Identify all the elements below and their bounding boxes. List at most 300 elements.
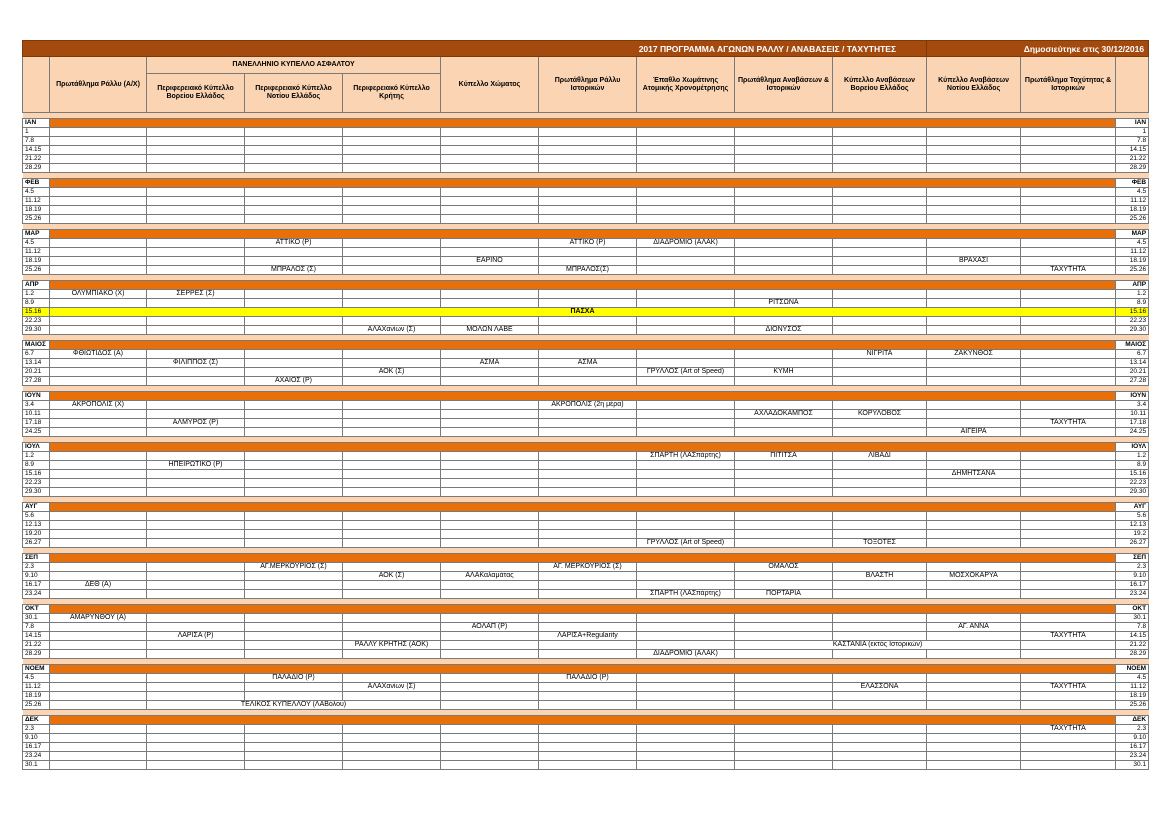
- event-cell: [927, 488, 1021, 497]
- event-cell: [539, 197, 637, 206]
- event-cell: [343, 743, 441, 752]
- date-left: 3.4: [23, 401, 50, 410]
- page-title: 2017 ΠΡΟΓΡΑΜΜΑ ΑΓΩΝΩΝ ΡΑΛΛΥ / ΑΝΑΒΑΣΕΙΣ / ΤΑΧΥΤΗΤΕΣ: [23, 41, 927, 57]
- date-right: 25.26: [1116, 266, 1149, 275]
- date-right: 21.22: [1116, 641, 1149, 650]
- week-row: [23, 614, 1149, 623]
- event-cell: [735, 650, 833, 659]
- event-cell: [50, 563, 147, 572]
- week-row: [23, 488, 1149, 497]
- event-cell: [539, 692, 637, 701]
- date-right: 15.16: [1116, 470, 1149, 479]
- event-cell: [833, 563, 927, 572]
- event-cell: [1021, 248, 1116, 257]
- event-cell: [833, 479, 927, 488]
- event-cell: [245, 743, 343, 752]
- week-row: [23, 377, 1149, 386]
- event-cell: [50, 734, 147, 743]
- event-cell: [735, 521, 833, 530]
- event-cell: ΤΑΧΥΤΗΤΑ: [1021, 725, 1116, 734]
- event-cell: ΑΛΑΚαλαμάτας: [441, 572, 539, 581]
- event-cell: [50, 299, 147, 308]
- event-cell: [735, 479, 833, 488]
- event-cell: [147, 452, 245, 461]
- event-cell: [343, 539, 441, 548]
- event-cell: [927, 188, 1021, 197]
- event-cell: [735, 137, 833, 146]
- date-left: 1.2: [23, 452, 50, 461]
- event-cell: [637, 266, 735, 275]
- event-cell: [50, 359, 147, 368]
- week-row: [23, 623, 1149, 632]
- event-cell: [637, 734, 735, 743]
- event-cell: [637, 692, 735, 701]
- event-cell: [735, 761, 833, 770]
- event-cell: [50, 326, 147, 335]
- event-cell: [833, 368, 927, 377]
- event-cell: ΑΓ. ΑΝΝΑ: [927, 623, 1021, 632]
- event-cell: [147, 563, 245, 572]
- event-cell: [637, 512, 735, 521]
- event-cell: [441, 743, 539, 752]
- week-row: [23, 674, 1149, 683]
- event-cell: [245, 290, 343, 299]
- date-left: 24.25: [23, 428, 50, 437]
- event-cell: [833, 257, 927, 266]
- event-cell: [637, 470, 735, 479]
- event-cell: [637, 257, 735, 266]
- event-cell: [441, 539, 539, 548]
- event-cell: [245, 248, 343, 257]
- event-cell: [927, 410, 1021, 419]
- event-cell: [927, 674, 1021, 683]
- event-cell: [637, 632, 735, 641]
- event-cell: [637, 614, 735, 623]
- event-cell: [637, 419, 735, 428]
- event-cell: [539, 248, 637, 257]
- event-cell: ΠΑΛΑΔΙΟ (Ρ): [539, 674, 637, 683]
- date-left: 9.10: [23, 572, 50, 581]
- event-cell: [147, 743, 245, 752]
- event-cell: [1021, 650, 1116, 659]
- event-cell: [927, 734, 1021, 743]
- month-band: [50, 341, 1116, 350]
- date-right: 18.19: [1116, 257, 1149, 266]
- event-cell: [1021, 623, 1116, 632]
- event-cell: [927, 359, 1021, 368]
- date-right: 30.1: [1116, 614, 1149, 623]
- event-cell: [147, 674, 245, 683]
- date-right: 7.8: [1116, 137, 1149, 146]
- event-cell: [1021, 581, 1116, 590]
- event-cell: [927, 614, 1021, 623]
- event-cell: [147, 521, 245, 530]
- week-row: [23, 188, 1149, 197]
- event-cell: [245, 452, 343, 461]
- event-cell: [1021, 128, 1116, 137]
- event-cell: [50, 632, 147, 641]
- event-cell: [1021, 350, 1116, 359]
- event-cell: [539, 683, 637, 692]
- event-cell: [441, 683, 539, 692]
- event-cell: [147, 428, 245, 437]
- event-cell: [245, 197, 343, 206]
- event-cell: [735, 206, 833, 215]
- date-right: 11.12: [1116, 248, 1149, 257]
- event-cell: [245, 734, 343, 743]
- event-cell: [245, 326, 343, 335]
- date-left: 13.14: [23, 359, 50, 368]
- date-left: 7.8: [23, 623, 50, 632]
- event-cell: [441, 164, 539, 173]
- date-left: 25.26: [23, 701, 50, 710]
- event-cell: [1021, 188, 1116, 197]
- event-cell: ΑΤΤΙΚΟ (Ρ): [539, 239, 637, 248]
- month-row: [23, 443, 1149, 452]
- event-cell: [147, 248, 245, 257]
- event-cell: [833, 470, 927, 479]
- date-right: 15.16: [1116, 308, 1149, 317]
- event-cell: [50, 419, 147, 428]
- event-cell: [735, 683, 833, 692]
- month-row: [23, 341, 1149, 350]
- event-cell: [343, 461, 441, 470]
- week-row: [23, 479, 1149, 488]
- event-cell: [1021, 590, 1116, 599]
- event-cell: ΜΠΡΑΛΟΣ(Σ): [539, 266, 637, 275]
- event-cell: [927, 521, 1021, 530]
- event-cell: [1021, 743, 1116, 752]
- event-cell: [50, 215, 147, 224]
- event-cell: [343, 359, 441, 368]
- date-right: 25.26: [1116, 215, 1149, 224]
- event-cell: [833, 401, 927, 410]
- event-cell: [50, 368, 147, 377]
- event-cell: [147, 317, 245, 326]
- date-right: 29.30: [1116, 488, 1149, 497]
- month-row: [23, 281, 1149, 290]
- event-cell: [343, 164, 441, 173]
- event-cell: ΑΣΜΑ: [539, 359, 637, 368]
- event-cell: [147, 734, 245, 743]
- event-cell: [50, 206, 147, 215]
- event-cell: [539, 623, 637, 632]
- month-row: [23, 665, 1149, 674]
- title-row: [23, 41, 1149, 57]
- month-band: [50, 392, 1116, 401]
- event-cell: [833, 743, 927, 752]
- event-cell: [343, 512, 441, 521]
- date-right: 3.4: [1116, 401, 1149, 410]
- event-cell: [735, 350, 833, 359]
- event-cell: [441, 419, 539, 428]
- event-cell: ΖΑΚΥΝΘΟΣ: [927, 350, 1021, 359]
- event-cell: [50, 197, 147, 206]
- event-cell: [343, 266, 441, 275]
- date-right: 11.12: [1116, 683, 1149, 692]
- date-left: 16.17: [23, 743, 50, 752]
- event-cell: [147, 470, 245, 479]
- event-cell: ΜΟΛΩΝ ΛΑΒΕ: [441, 326, 539, 335]
- event-cell: [1021, 521, 1116, 530]
- event-cell: [1021, 299, 1116, 308]
- event-cell: [539, 650, 637, 659]
- event-cell: [539, 539, 637, 548]
- event-cell: [245, 692, 343, 701]
- event-cell: [735, 146, 833, 155]
- event-cell: [1021, 206, 1116, 215]
- event-cell: [735, 623, 833, 632]
- event-cell: [343, 470, 441, 479]
- event-cell: [1021, 701, 1116, 710]
- event-cell: [927, 530, 1021, 539]
- event-cell: [927, 743, 1021, 752]
- event-cell: ΡΙΤΣΩΝΑ: [735, 299, 833, 308]
- month-label-left: ΜΑΙΟΣ: [23, 341, 50, 350]
- week-row: [23, 521, 1149, 530]
- event-cell: [637, 128, 735, 137]
- event-cell: [1021, 641, 1116, 650]
- week-row: [23, 650, 1149, 659]
- event-cell: [637, 410, 735, 419]
- week-row: [23, 752, 1149, 761]
- date-right: 17.18: [1116, 419, 1149, 428]
- event-cell: [927, 146, 1021, 155]
- date-right: 8.9: [1116, 461, 1149, 470]
- week-row: [23, 299, 1149, 308]
- event-cell: [147, 572, 245, 581]
- event-cell: ΣΕΡΡΕΣ (Σ): [147, 290, 245, 299]
- date-left: 4.5: [23, 239, 50, 248]
- event-cell: [50, 488, 147, 497]
- event-cell: [1021, 239, 1116, 248]
- event-cell: ΜΟΣΧΟΚΑΡΥΑ: [927, 572, 1021, 581]
- column-header-0: Πρωτάθλημα Ράλλυ (Α/Χ): [50, 57, 147, 113]
- week-row: [23, 137, 1149, 146]
- event-cell: [147, 590, 245, 599]
- event-cell: [539, 452, 637, 461]
- event-cell: [927, 419, 1021, 428]
- date-left: 23.24: [23, 752, 50, 761]
- event-cell: [343, 428, 441, 437]
- event-cell: ΟΛΥΜΠΙΑΚΟ (Χ): [50, 290, 147, 299]
- event-cell: [343, 206, 441, 215]
- event-cell: [441, 590, 539, 599]
- event-cell: [343, 752, 441, 761]
- event-cell: [343, 614, 441, 623]
- month-row: [23, 605, 1149, 614]
- event-cell: [50, 128, 147, 137]
- event-cell: [343, 761, 441, 770]
- date-right: 9.10: [1116, 572, 1149, 581]
- event-cell: [927, 752, 1021, 761]
- month-row: [23, 230, 1149, 239]
- event-cell: [147, 539, 245, 548]
- month-band: [50, 230, 1116, 239]
- event-cell: [1021, 470, 1116, 479]
- event-cell: ΒΛΑΣΤΗ: [833, 572, 927, 581]
- column-header-5: Πρωτάθλημα Ράλλυ Ιστορικών: [539, 57, 637, 113]
- event-cell: [735, 632, 833, 641]
- date-left: 18.19: [23, 692, 50, 701]
- event-cell: [343, 488, 441, 497]
- event-cell: [637, 299, 735, 308]
- event-cell: [539, 479, 637, 488]
- week-row: [23, 248, 1149, 257]
- week-row: [23, 326, 1149, 335]
- event-cell: [245, 650, 343, 659]
- week-row: [23, 146, 1149, 155]
- event-cell: [441, 317, 539, 326]
- event-cell: [539, 428, 637, 437]
- event-cell: [833, 725, 927, 734]
- event-cell: [147, 401, 245, 410]
- event-cell: [441, 530, 539, 539]
- month-row: [23, 179, 1149, 188]
- event-cell: [735, 614, 833, 623]
- month-label-right: ΣΕΠ: [1116, 554, 1149, 563]
- event-cell: [735, 359, 833, 368]
- event-cell: [539, 155, 637, 164]
- event-cell: [441, 752, 539, 761]
- event-cell: [637, 521, 735, 530]
- date-right: 26.27: [1116, 539, 1149, 548]
- date-right: 2.3: [1116, 725, 1149, 734]
- event-cell: ΑΤΤΙΚΟ (Ρ): [245, 239, 343, 248]
- event-cell: [147, 692, 245, 701]
- schedule-body: [23, 41, 1149, 770]
- event-cell: ΑΛΑΧανίων (Σ): [343, 326, 441, 335]
- event-cell: [927, 299, 1021, 308]
- event-cell: [1021, 326, 1116, 335]
- month-label-right: ΜΑΙΟΣ: [1116, 341, 1149, 350]
- event-cell: [637, 428, 735, 437]
- event-cell: [245, 137, 343, 146]
- date-left: 23.24: [23, 590, 50, 599]
- date-left: 27.28: [23, 377, 50, 386]
- event-cell: [735, 257, 833, 266]
- week-row: [23, 530, 1149, 539]
- header-corner-left: [23, 57, 50, 113]
- event-cell: [441, 461, 539, 470]
- event-cell: [147, 350, 245, 359]
- event-cell: [50, 248, 147, 257]
- event-cell: [539, 206, 637, 215]
- event-cell: ΦΘΙΩΤΙΔΟΣ (Α): [50, 350, 147, 359]
- month-label-left: ΣΕΠ: [23, 554, 50, 563]
- event-cell: [1021, 479, 1116, 488]
- event-cell: [637, 164, 735, 173]
- event-cell: ΛΙΒΑΔΙ: [833, 452, 927, 461]
- week-row: [23, 452, 1149, 461]
- event-cell: [927, 479, 1021, 488]
- event-cell: [343, 692, 441, 701]
- event-cell: [147, 146, 245, 155]
- event-cell: [833, 632, 927, 641]
- event-cell: [735, 419, 833, 428]
- event-cell: [539, 290, 637, 299]
- event-cell: [1021, 359, 1116, 368]
- event-cell: [50, 752, 147, 761]
- event-cell: [245, 164, 343, 173]
- event-cell: [343, 479, 441, 488]
- event-cell: [539, 188, 637, 197]
- event-cell: [1021, 614, 1116, 623]
- event-cell: [441, 239, 539, 248]
- event-cell: [245, 590, 343, 599]
- event-cell: ΑΜΑΡΥΝΘΟΥ (Α): [50, 614, 147, 623]
- event-cell: [539, 581, 637, 590]
- event-cell: [735, 317, 833, 326]
- month-label-left: ΙΟΥΝ: [23, 392, 50, 401]
- event-cell: [50, 701, 147, 710]
- header-row-1: [23, 57, 1149, 74]
- event-cell: [147, 683, 245, 692]
- event-cell: [539, 257, 637, 266]
- event-cell: [539, 215, 637, 224]
- event-cell: [50, 521, 147, 530]
- event-cell: [343, 674, 441, 683]
- event-cell: [50, 239, 147, 248]
- event-cell: [441, 377, 539, 386]
- event-cell: [147, 128, 245, 137]
- date-right: 10.11: [1116, 410, 1149, 419]
- event-cell: ΑΧΛΑΔΟΚΑΜΠΟΣ: [735, 410, 833, 419]
- event-cell: [50, 428, 147, 437]
- date-left: 11.12: [23, 248, 50, 257]
- event-cell: [735, 428, 833, 437]
- date-right: 22.23: [1116, 317, 1149, 326]
- event-cell: [441, 632, 539, 641]
- event-cell: [147, 761, 245, 770]
- date-right: 27.28: [1116, 377, 1149, 386]
- month-band: [50, 443, 1116, 452]
- week-row: [23, 512, 1149, 521]
- pascha-holiday: ΠΑΣΧΑ: [50, 308, 1116, 317]
- date-right: 13.14: [1116, 359, 1149, 368]
- event-cell: [343, 563, 441, 572]
- month-label-left: ΑΠΡ: [23, 281, 50, 290]
- date-left: 20.21: [23, 368, 50, 377]
- event-cell: [927, 206, 1021, 215]
- event-cell: [147, 641, 245, 650]
- event-cell: [343, 590, 441, 599]
- week-row: [23, 470, 1149, 479]
- date-left: 7.8: [23, 137, 50, 146]
- month-band: [50, 503, 1116, 512]
- event-cell: [637, 146, 735, 155]
- event-cell: [343, 215, 441, 224]
- date-right: 1.2: [1116, 290, 1149, 299]
- event-cell: [833, 266, 927, 275]
- week-row: [23, 128, 1149, 137]
- event-cell: [343, 239, 441, 248]
- event-cell: [50, 452, 147, 461]
- event-cell: [539, 614, 637, 623]
- date-left: 11.12: [23, 683, 50, 692]
- date-right: 8.9: [1116, 299, 1149, 308]
- event-cell: [735, 674, 833, 683]
- event-cell: [833, 419, 927, 428]
- event-cell: [50, 461, 147, 470]
- event-cell: [735, 743, 833, 752]
- event-cell: [245, 614, 343, 623]
- event-cell: [441, 197, 539, 206]
- event-cell: ΠΑΛΑΔΙΟ (Ρ): [245, 674, 343, 683]
- date-left: 21.22: [23, 155, 50, 164]
- event-cell: [637, 641, 735, 650]
- event-cell: [637, 488, 735, 497]
